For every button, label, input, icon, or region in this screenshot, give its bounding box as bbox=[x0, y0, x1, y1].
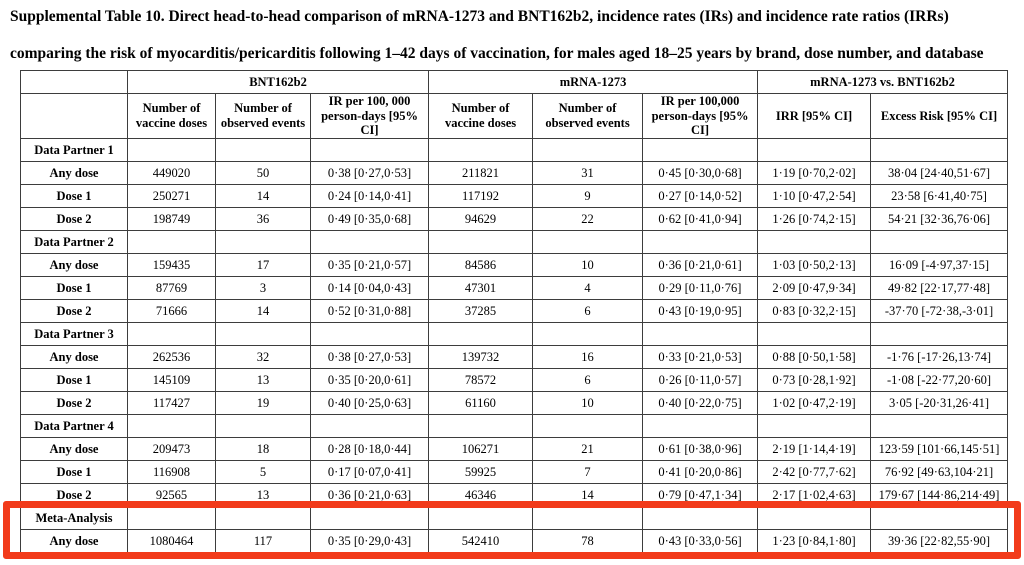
data-cell: 2·42 [0·77,7·62] bbox=[758, 461, 871, 484]
data-cell bbox=[533, 507, 643, 530]
data-cell: 14 bbox=[216, 185, 311, 208]
data-cell bbox=[643, 323, 758, 346]
data-cell: 47301 bbox=[429, 277, 533, 300]
data-cell bbox=[216, 415, 311, 438]
data-cell: 87769 bbox=[128, 277, 216, 300]
data-cell: 0·43 [0·33,0·56] bbox=[643, 530, 758, 553]
data-cell: 19 bbox=[216, 392, 311, 415]
data-cell: 145109 bbox=[128, 369, 216, 392]
row-label: Any dose bbox=[21, 162, 128, 185]
data-cell bbox=[216, 231, 311, 254]
column-header-bnt-events: Number of observed events bbox=[216, 94, 311, 139]
data-cell: 159435 bbox=[128, 254, 216, 277]
row-label: Dose 1 bbox=[21, 369, 128, 392]
section-row bbox=[21, 323, 1008, 346]
column-header-irr: IRR [95% CI] bbox=[758, 94, 871, 139]
data-cell: 2·09 [0·47,9·34] bbox=[758, 277, 871, 300]
group-header-bnt162b2: BNT162b2 bbox=[128, 71, 429, 94]
data-cell bbox=[871, 415, 1008, 438]
data-cell: 1·10 [0·47,2·54] bbox=[758, 185, 871, 208]
data-cell: 1·19 [0·70,2·02] bbox=[758, 162, 871, 185]
data-cell bbox=[128, 507, 216, 530]
data-cell: 92565 bbox=[128, 484, 216, 507]
data-cell: 0·88 [0·50,1·58] bbox=[758, 346, 871, 369]
data-cell bbox=[643, 139, 758, 162]
data-cell: 0·61 [0·38,0·96] bbox=[643, 438, 758, 461]
table-title-line2: comparing the risk of myocarditis/pericarditis following 1–42 days of vaccination, for males aged 18–25 years by brand, dose number, and database bbox=[10, 45, 984, 62]
data-cell bbox=[216, 323, 311, 346]
row-label: Dose 1 bbox=[21, 461, 128, 484]
row-label: Dose 2 bbox=[21, 392, 128, 415]
table-row bbox=[21, 277, 1008, 300]
data-cell bbox=[311, 231, 429, 254]
table-row bbox=[21, 530, 1008, 553]
section-row bbox=[21, 415, 1008, 438]
data-cell: 38·04 [24·40,51·67] bbox=[871, 162, 1008, 185]
data-cell: 0·38 [0·27,0·53] bbox=[311, 346, 429, 369]
data-cell: 6 bbox=[533, 300, 643, 323]
data-cell bbox=[871, 323, 1008, 346]
table-row bbox=[21, 185, 1008, 208]
data-cell: 7 bbox=[533, 461, 643, 484]
data-cell: 1·03 [0·50,2·13] bbox=[758, 254, 871, 277]
data-cell: 16·09 [-4·97,37·15] bbox=[871, 254, 1008, 277]
data-cell: 0·17 [0·07,0·41] bbox=[311, 461, 429, 484]
data-cell: 36 bbox=[216, 208, 311, 231]
data-cell: 1·26 [0·74,2·15] bbox=[758, 208, 871, 231]
row-label: Meta-Analysis bbox=[21, 507, 128, 530]
row-label: Data Partner 3 bbox=[21, 323, 128, 346]
table-row bbox=[21, 208, 1008, 231]
data-cell: 13 bbox=[216, 484, 311, 507]
data-cell: 1080464 bbox=[128, 530, 216, 553]
data-cell bbox=[758, 139, 871, 162]
data-cell bbox=[758, 415, 871, 438]
data-cell bbox=[128, 231, 216, 254]
column-header-rowlabel bbox=[21, 94, 128, 139]
data-cell: 139732 bbox=[429, 346, 533, 369]
table-title-line1: Supplemental Table 10. Direct head-to-head comparison of mRNA-1273 and BNT162b2, incidence rates (IRs) and incidence rate ratios (IRRs) bbox=[10, 8, 949, 25]
group-header-mrna1273: mRNA-1273 bbox=[429, 71, 758, 94]
data-cell: 59925 bbox=[429, 461, 533, 484]
data-cell: 18 bbox=[216, 438, 311, 461]
data-cell: 37285 bbox=[429, 300, 533, 323]
data-cell: 94629 bbox=[429, 208, 533, 231]
data-cell bbox=[311, 507, 429, 530]
data-cell: -1·08 [-22·77,20·60] bbox=[871, 369, 1008, 392]
data-cell bbox=[533, 415, 643, 438]
data-cell bbox=[429, 139, 533, 162]
data-cell: 542410 bbox=[429, 530, 533, 553]
data-cell: 10 bbox=[533, 392, 643, 415]
data-cell: -1·76 [-17·26,13·74] bbox=[871, 346, 1008, 369]
data-cell: 0·83 [0·32,2·15] bbox=[758, 300, 871, 323]
data-cell: 31 bbox=[533, 162, 643, 185]
table-row bbox=[21, 346, 1008, 369]
data-cell bbox=[429, 231, 533, 254]
table-body bbox=[21, 139, 1008, 553]
data-cell bbox=[871, 231, 1008, 254]
data-cell: 0·73 [0·28,1·92] bbox=[758, 369, 871, 392]
data-cell: 23·58 [6·41,40·75] bbox=[871, 185, 1008, 208]
data-cell: 84586 bbox=[429, 254, 533, 277]
row-label: Dose 2 bbox=[21, 300, 128, 323]
data-cell bbox=[533, 323, 643, 346]
data-cell bbox=[429, 323, 533, 346]
data-cell: 49·82 [22·17,77·48] bbox=[871, 277, 1008, 300]
data-cell: 2·17 [1·02,4·63] bbox=[758, 484, 871, 507]
row-label: Data Partner 2 bbox=[21, 231, 128, 254]
data-cell: 61160 bbox=[429, 392, 533, 415]
data-cell bbox=[311, 323, 429, 346]
data-cell: 13 bbox=[216, 369, 311, 392]
data-cell: 0·79 [0·47,1·34] bbox=[643, 484, 758, 507]
data-cell bbox=[758, 323, 871, 346]
row-label: Dose 2 bbox=[21, 484, 128, 507]
data-cell: 0·26 [0·11,0·57] bbox=[643, 369, 758, 392]
data-cell bbox=[871, 507, 1008, 530]
table-row bbox=[21, 369, 1008, 392]
data-cell bbox=[429, 507, 533, 530]
data-cell: 209473 bbox=[128, 438, 216, 461]
data-cell bbox=[643, 507, 758, 530]
data-cell: 449020 bbox=[128, 162, 216, 185]
data-cell: 54·21 [32·36,76·06] bbox=[871, 208, 1008, 231]
corner-cell bbox=[21, 71, 128, 94]
group-header-comparison: mRNA-1273 vs. BNT162b2 bbox=[758, 71, 1008, 94]
column-header-row bbox=[21, 94, 1008, 139]
section-row bbox=[21, 507, 1008, 530]
data-cell: 116908 bbox=[128, 461, 216, 484]
data-cell: 14 bbox=[533, 484, 643, 507]
data-cell: 4 bbox=[533, 277, 643, 300]
data-cell: 2·19 [1·14,4·19] bbox=[758, 438, 871, 461]
row-label: Any dose bbox=[21, 438, 128, 461]
table-row bbox=[21, 484, 1008, 507]
data-cell: 22 bbox=[533, 208, 643, 231]
data-cell: 117427 bbox=[128, 392, 216, 415]
table-row bbox=[21, 254, 1008, 277]
data-cell bbox=[216, 507, 311, 530]
data-cell bbox=[429, 415, 533, 438]
column-header-mrna-events: Number of observed events bbox=[533, 94, 643, 139]
data-cell bbox=[216, 139, 311, 162]
data-cell bbox=[533, 139, 643, 162]
row-label: Data Partner 4 bbox=[21, 415, 128, 438]
data-cell: 0·45 [0·30,0·68] bbox=[643, 162, 758, 185]
data-cell: 0·36 [0·21,0·61] bbox=[643, 254, 758, 277]
data-cell: 0·28 [0·18,0·44] bbox=[311, 438, 429, 461]
group-header-row bbox=[21, 71, 1008, 94]
row-label: Any dose bbox=[21, 346, 128, 369]
row-label: Any dose bbox=[21, 254, 128, 277]
data-cell bbox=[533, 231, 643, 254]
data-cell: 0·29 [0·11,0·76] bbox=[643, 277, 758, 300]
data-cell bbox=[643, 231, 758, 254]
data-cell bbox=[871, 139, 1008, 162]
data-cell: 179·67 [144·86,214·49] bbox=[871, 484, 1008, 507]
table-row bbox=[21, 162, 1008, 185]
data-cell: 262536 bbox=[128, 346, 216, 369]
data-cell: 0·14 [0·04,0·43] bbox=[311, 277, 429, 300]
data-cell: 78 bbox=[533, 530, 643, 553]
section-row bbox=[21, 139, 1008, 162]
comparison-table bbox=[20, 70, 1008, 553]
data-cell: 250271 bbox=[128, 185, 216, 208]
data-cell: 5 bbox=[216, 461, 311, 484]
data-cell: 0·41 [0·20,0·86] bbox=[643, 461, 758, 484]
data-cell: 0·27 [0·14,0·52] bbox=[643, 185, 758, 208]
data-cell: 123·59 [101·66,145·51] bbox=[871, 438, 1008, 461]
data-cell: 76·92 [49·63,104·21] bbox=[871, 461, 1008, 484]
data-cell: 0·35 [0·29,0·43] bbox=[311, 530, 429, 553]
data-cell: 0·40 [0·25,0·63] bbox=[311, 392, 429, 415]
row-label: Any dose bbox=[21, 530, 128, 553]
data-cell: 1·02 [0·47,2·19] bbox=[758, 392, 871, 415]
data-cell: -37·70 [-72·38,-3·01] bbox=[871, 300, 1008, 323]
row-label: Data Partner 1 bbox=[21, 139, 128, 162]
data-cell: 71666 bbox=[128, 300, 216, 323]
data-cell: 9 bbox=[533, 185, 643, 208]
data-cell: 0·62 [0·41,0·94] bbox=[643, 208, 758, 231]
data-cell: 21 bbox=[533, 438, 643, 461]
data-cell: 0·24 [0·14,0·41] bbox=[311, 185, 429, 208]
data-cell bbox=[311, 415, 429, 438]
column-header-bnt-doses: Number of vaccine doses bbox=[128, 94, 216, 139]
data-cell: 117192 bbox=[429, 185, 533, 208]
data-cell: 0·36 [0·21,0·63] bbox=[311, 484, 429, 507]
data-cell: 117 bbox=[216, 530, 311, 553]
section-row bbox=[21, 231, 1008, 254]
data-cell: 0·43 [0·19,0·95] bbox=[643, 300, 758, 323]
data-cell: 0·49 [0·35,0·68] bbox=[311, 208, 429, 231]
data-cell: 3·05 [-20·31,26·41] bbox=[871, 392, 1008, 415]
data-cell: 0·40 [0·22,0·75] bbox=[643, 392, 758, 415]
data-cell: 39·36 [22·82,55·90] bbox=[871, 530, 1008, 553]
data-cell: 10 bbox=[533, 254, 643, 277]
data-cell: 0·35 [0·21,0·57] bbox=[311, 254, 429, 277]
data-cell bbox=[643, 415, 758, 438]
column-header-bnt-ir: IR per 100, 000 person-days [95% CI] bbox=[311, 94, 429, 139]
data-cell: 106271 bbox=[429, 438, 533, 461]
table-row bbox=[21, 392, 1008, 415]
data-cell: 3 bbox=[216, 277, 311, 300]
data-cell bbox=[128, 323, 216, 346]
data-cell: 0·38 [0·27,0·53] bbox=[311, 162, 429, 185]
data-cell: 0·33 [0·21,0·53] bbox=[643, 346, 758, 369]
data-cell bbox=[128, 139, 216, 162]
column-header-mrna-ir: IR per 100,000 person-days [95% CI] bbox=[643, 94, 758, 139]
data-cell: 1·23 [0·84,1·80] bbox=[758, 530, 871, 553]
table-row bbox=[21, 438, 1008, 461]
data-cell: 14 bbox=[216, 300, 311, 323]
column-header-excess-risk: Excess Risk [95% CI] bbox=[871, 94, 1008, 139]
data-cell bbox=[311, 139, 429, 162]
data-cell: 32 bbox=[216, 346, 311, 369]
data-cell: 0·52 [0·31,0·88] bbox=[311, 300, 429, 323]
row-label: Dose 1 bbox=[21, 277, 128, 300]
data-cell: 0·35 [0·20,0·61] bbox=[311, 369, 429, 392]
column-header-mrna-doses: Number of vaccine doses bbox=[429, 94, 533, 139]
table-row bbox=[21, 461, 1008, 484]
table-row bbox=[21, 300, 1008, 323]
data-cell bbox=[128, 415, 216, 438]
data-cell: 50 bbox=[216, 162, 311, 185]
data-cell: 17 bbox=[216, 254, 311, 277]
data-cell: 78572 bbox=[429, 369, 533, 392]
data-cell: 46346 bbox=[429, 484, 533, 507]
data-cell: 16 bbox=[533, 346, 643, 369]
data-cell: 198749 bbox=[128, 208, 216, 231]
data-cell bbox=[758, 507, 871, 530]
row-label: Dose 2 bbox=[21, 208, 128, 231]
data-cell bbox=[758, 231, 871, 254]
data-cell: 211821 bbox=[429, 162, 533, 185]
row-label: Dose 1 bbox=[21, 185, 128, 208]
data-cell: 6 bbox=[533, 369, 643, 392]
